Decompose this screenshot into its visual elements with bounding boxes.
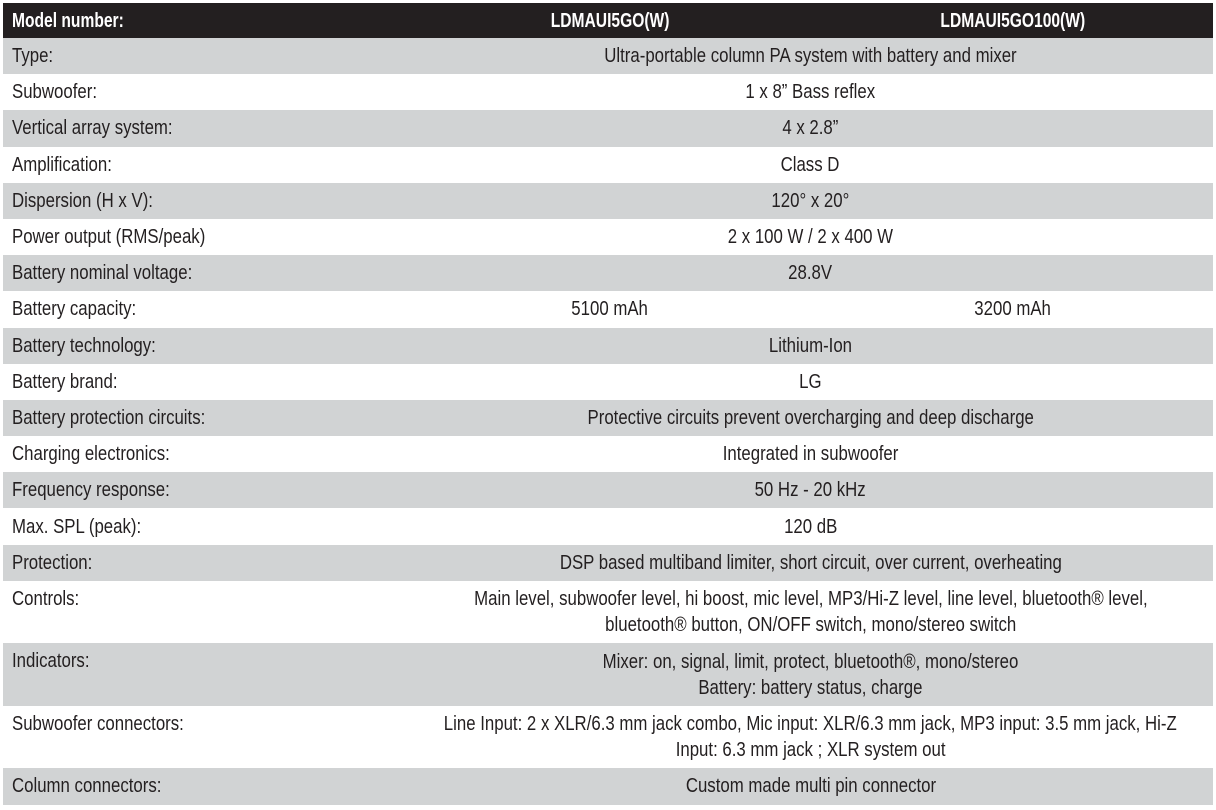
row-label-text: Controls: (12, 587, 80, 610)
row-value (408, 773, 1213, 799)
row-value-model-1 (408, 296, 812, 322)
row-value (408, 649, 1213, 701)
row-label-text: Subwoofer connectors: (12, 712, 184, 735)
model-name-2: LDMAUI5GO100(W) (940, 9, 1085, 32)
row-value-text: 50 Hz - 20 kHz (754, 479, 867, 502)
row-label-text: Battery technology: (12, 334, 156, 357)
row-label-text: Type: (12, 45, 54, 68)
row-label (3, 224, 408, 250)
model-name-1: LDMAUI5GO(W) (550, 9, 670, 32)
row-value-line-1: Line Input: 2 x XLR/6.3 mm jack combo, Mic input: XLR/6.3 mm jack, MP3 input: 3.5 mm jack, Hi-Z (444, 713, 1177, 736)
row-label (3, 43, 408, 69)
table-header-row (3, 3, 1213, 38)
row-value-model-2 (812, 296, 1213, 322)
row-value (408, 79, 1213, 105)
row-label (3, 514, 408, 540)
row-value-text: 4 x 2.8” (782, 117, 839, 140)
row-label (3, 260, 408, 286)
row-label (3, 405, 408, 431)
row-value-text: 5100 mAh (571, 298, 649, 321)
row-label-text: Dispersion (H x V): (12, 189, 153, 212)
row-label (3, 188, 408, 214)
row-label-text: Protection: (12, 551, 93, 574)
row-label (3, 706, 408, 737)
row-label (3, 333, 408, 359)
row-label-text: Frequency response: (12, 479, 170, 502)
table-row-battery-brand (3, 364, 1213, 400)
row-label-text: Battery protection circuits: (12, 406, 206, 429)
row-label-text: Column connectors: (12, 775, 162, 798)
row-label-text: Battery nominal voltage: (12, 262, 193, 285)
row-value (408, 550, 1213, 576)
table-row-frequency-response (3, 472, 1213, 508)
table-row-dispersion (3, 183, 1213, 219)
row-value (408, 514, 1213, 540)
row-value-text: 3200 mAh (974, 298, 1051, 321)
header-label-cell (3, 8, 408, 34)
table-row-type (3, 38, 1213, 74)
row-value-text: 120° x 20° (771, 189, 850, 212)
row-label-text: Max. SPL (peak): (12, 515, 142, 538)
row-value (408, 441, 1213, 467)
row-value (408, 369, 1213, 395)
row-value-text: Protective circuits prevent overcharging and deep discharge (587, 406, 1034, 429)
table-row-subwoofer (3, 74, 1213, 110)
header-label: Model number: (12, 9, 124, 32)
table-row-indicators (3, 643, 1213, 706)
row-label-text: Power output (RMS/peak) (12, 226, 206, 249)
row-value-text: 1 x 8” Bass reflex (745, 81, 876, 104)
row-label (3, 152, 408, 178)
row-value (408, 188, 1213, 214)
row-label (3, 581, 408, 612)
row-label (3, 477, 408, 503)
table-row-vertical-array (3, 110, 1213, 146)
header-model-1-cell (408, 8, 812, 34)
row-label (3, 79, 408, 105)
table-row-charging-electronics (3, 436, 1213, 472)
row-value (408, 586, 1213, 638)
row-label-text: Charging electronics: (12, 443, 170, 466)
row-value (408, 224, 1213, 250)
table-row-power-output (3, 219, 1213, 255)
row-value-text: LG (799, 370, 822, 393)
row-value-text: 120 dB (783, 515, 838, 538)
row-value-text: DSP based multiband limiter, short circuit, over current, overheating (559, 551, 1062, 574)
row-label (3, 296, 408, 322)
row-value (408, 152, 1213, 178)
table-row-battery-protection (3, 400, 1213, 436)
row-label (3, 441, 408, 467)
row-value-line-1: Main level, subwoofer level, hi boost, mic level, MP3/Hi-Z level, line level, bluetooth® level, (473, 588, 1148, 611)
row-value-text: Ultra-portable column PA system with battery and mixer (604, 45, 1017, 68)
row-value-line-2: Battery: battery status, charge (698, 676, 923, 699)
row-label (3, 115, 408, 141)
row-value (408, 711, 1213, 763)
row-value-line-2: bluetooth® button, ON/OFF switch, mono/stereo switch (604, 614, 1017, 637)
table-row-column-connectors (3, 768, 1213, 804)
row-label (3, 643, 408, 674)
row-value (408, 260, 1213, 286)
row-label (3, 773, 408, 799)
row-label-text: Battery brand: (12, 370, 118, 393)
table-row-battery-capacity (3, 291, 1213, 327)
header-model-2-cell (812, 8, 1213, 34)
row-value-text: 28.8V (788, 262, 833, 285)
table-row-subwoofer-connectors (3, 706, 1213, 769)
row-value-text: Custom made multi pin connector (685, 775, 936, 798)
row-value (408, 333, 1213, 359)
row-value-text: 2 x 100 W / 2 x 400 W (727, 226, 894, 249)
row-value (408, 115, 1213, 141)
table-row-controls (3, 581, 1213, 644)
row-label-text: Vertical array system: (12, 117, 173, 140)
row-label-text: Subwoofer: (12, 81, 97, 104)
row-label-text: Battery capacity: (12, 298, 137, 321)
table-row-amplification (3, 147, 1213, 183)
row-value-text: Integrated in subwoofer (722, 443, 899, 466)
row-label-text: Amplification: (12, 153, 112, 176)
table-row-max-spl (3, 508, 1213, 544)
row-value (408, 477, 1213, 503)
spec-table (3, 3, 1213, 805)
row-label (3, 369, 408, 395)
row-value-text: Class D (781, 153, 840, 176)
row-value-line-2: Input: 6.3 mm jack ; XLR system out (675, 739, 946, 762)
table-row-protection (3, 545, 1213, 581)
row-value (408, 405, 1213, 431)
row-value-line-1: Mixer: on, signal, limit, protect, bluetooth®, mono/stereo (602, 650, 1019, 673)
table-row-battery-voltage (3, 255, 1213, 291)
row-label-text: Indicators: (12, 650, 90, 673)
table-row-battery-technology (3, 328, 1213, 364)
row-value-text: Lithium-Ion (768, 334, 853, 357)
row-label (3, 550, 408, 576)
row-value (408, 43, 1213, 69)
